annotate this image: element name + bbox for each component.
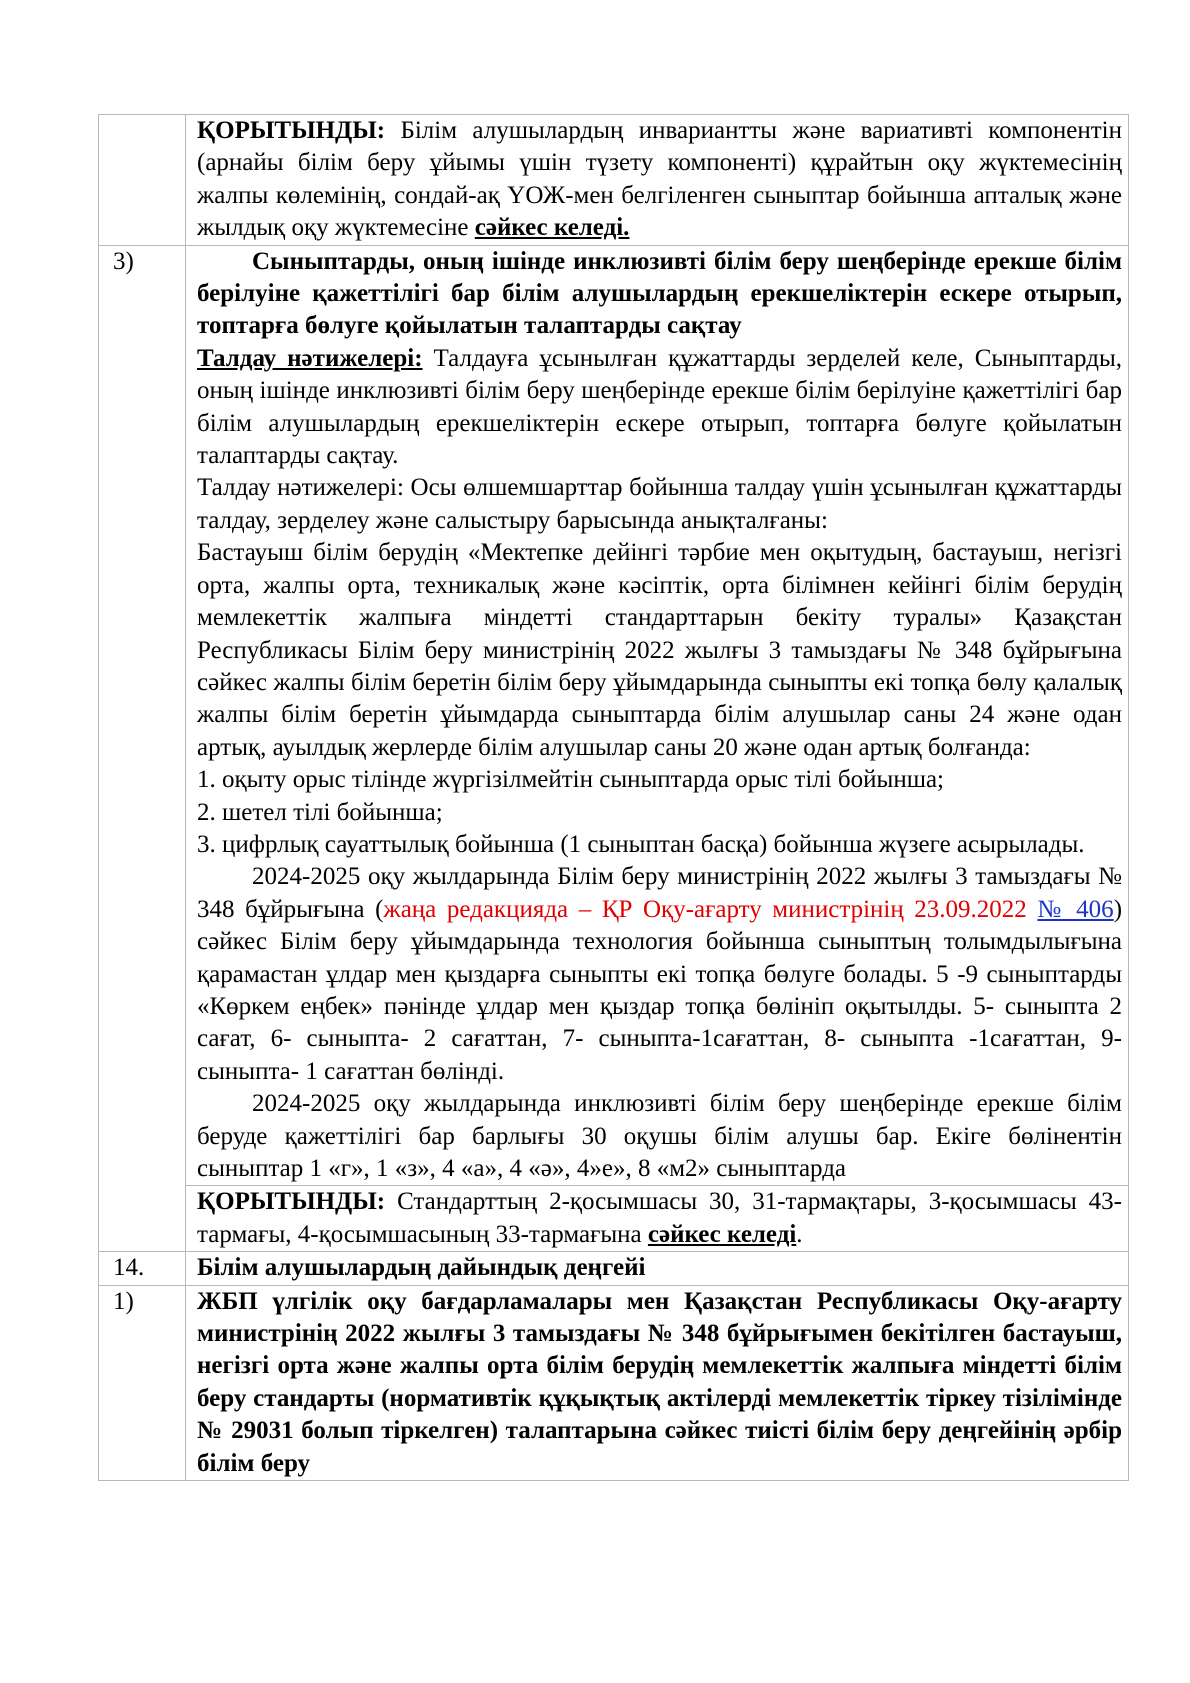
conclusion-block	[186, 1185, 1128, 1251]
inclusive-paragraph: 2024-2025 оқу жылдарында инклюзивті білім беру шеңберінде ерекше білім беруде қажеттілігі бар барлығы 30 оқушы білім алушы бар. Екіге бөлінентін сыныптар 1 «г», 1 «з», 4 «а», 4 «ә», 4»е», 8 «м2» сыныптарда	[197, 1090, 1122, 1182]
section-heading: Сыныптарды, оның ішінде инклюзивті білім беру шеңберінде ерекше білім берілуіне қажеттілігі бар білім алушылардың ерекшеліктерін ескере отырып, топтарға бөлуге қойылатын талаптарды сақтау	[197, 247, 1122, 340]
conclusion-text: Білім алушылардың инвариантты және вариативті компонентін (арнайы білім беру ұйымы үшін түзету компоненті) құрайтын оқу жүктемесінің жалпы көлемінің, сондай-ақ ҮОЖ-мен белгіленген сыныптар бойынша апталық және жылдық оқу жүктемесіне	[197, 117, 1122, 242]
list-item: 3. цифрлық сауаттылық бойынша (1 сыныптан басқа) бойынша жүзеге асырылады.	[197, 830, 1085, 858]
conclusion-paragraph	[197, 115, 1122, 245]
conclusion-label: ҚОРЫТЫНДЫ:	[197, 1188, 386, 1216]
conclusion-paragraph	[197, 1186, 1122, 1251]
row-number: 14.	[99, 1252, 186, 1285]
row-content	[186, 1252, 1129, 1285]
standard-paragraph: Бастауыш білім берудің «Мектепке дейінгі тәрбие мен оқытудың, бастауыш, негізгі орта, жалпы орта, техникалық және кәсіптік, орта білімнен кейінгі білім берудің мемлекеттік жалпыға міндетті стандарттарын бекіту туралы» Қазақстан Республикасы Білім беру министрінің 2022 жылғы 3 тамыздағы № 348 бұйрығына сәйкес жалпы білім беретін білім беру ұйымдарында сыныпты екі топқа бөлу қалалық жалпы білім беретін ұйымдарда сыныптарда білім алушылар саны 24 және одан артық, ауылдық жерлерде білім алушылар саны 20 және одан артық болғанда:	[197, 539, 1122, 761]
list-item: 2. шетел тілі бойынша;	[197, 798, 443, 826]
conclusion-verdict: сәйкес келеді.	[474, 214, 630, 242]
conclusion-label: ҚОРЫТЫНДЫ:	[197, 117, 386, 144]
table-row	[99, 1285, 1129, 1480]
order-link[interactable]: № 406	[1037, 895, 1114, 923]
section-heading: Білім алушылардың дайындық деңгейі	[197, 1254, 646, 1282]
row-content	[186, 115, 1129, 246]
list-item: 1. оқыту орыс тілінде жүргізілмейтін сыныптарда орыс тілі бойынша;	[197, 766, 944, 794]
conclusion-verdict: сәйкес келеді	[647, 1220, 797, 1248]
analysis-label: Талдау нәтижелері:	[197, 344, 423, 372]
row-number	[99, 115, 186, 246]
table-row	[99, 1252, 1129, 1285]
row-content	[186, 1285, 1129, 1480]
table-row	[99, 115, 1129, 246]
red-note: жаңа редакцияда – ҚР Оқу-ағарту министрінің 23.09.2022	[383, 895, 1038, 923]
conclusion-tail: .	[796, 1220, 803, 1248]
row-content	[186, 245, 1129, 1252]
paragraph-text: ) сәйкес Білім беру ұйымдарында технология бойынша сыныптың толымдылығына қарамастан ұлдар мен қыздарға сыныпты екі топқа бөлуге болады. 5 -9 сыныптарды «Көркем еңбек» пәнінде ұлдар мен қыздар топқа бөлініп оқытылды. 5- сыныпта 2 сағат, 6- сыныпта- 2 сағаттан, 7- сыныпта-1сағаттан, 8- сыныпта -1сағаттан, 9-сыныпта- 1 сағаттан бөлінді.	[197, 895, 1123, 1085]
analysis-text: Талдауға ұсынылған құжаттарды зерделей келе, Сыныптарды, оның ішінде инклюзивті білім беру шеңберінде ерекше білім берілуіне қажеттілігі бар білім алушылардың ерекшеліктерін ескере отырып, топтарға бөлуге қойылатын талаптарды сақтау.	[197, 344, 1122, 470]
paragraph-text: 2024-2025 оқу жылдарында Білім беру министрінің 2022 жылғы 3 тамыздағы № 348 бұйрығына (	[197, 863, 1122, 923]
section-heading: ЖБП үлгілік оқу бағдарламалары мен Қазақстан Республикасы Оқу-ағарту министрінің 2022 жылғы 3 тамыздағы № 348 бұйрығымен бекітілген бастауыш, негізгі орта және жалпы орта білім берудің мемлекеттік жалпыға міндетті білім беру стандарты (нормативтік құқықтық актілерді мемлекеттік тіркеу тізілімінде № 29031 болып тіркелген) талаптарына сәйкес тиісті білім беру деңгейінің әрбір білім беру	[197, 1287, 1122, 1477]
row-number: 1)	[99, 1285, 186, 1480]
analysis-paragraph-2: Талдау нәтижелері: Осы өлшемшарттар бойынша талдау үшін ұсынылған құжаттарды талдау, зерделеу және салыстыру барысында анықталғаны:	[197, 474, 1122, 534]
technology-paragraph	[197, 861, 1122, 1088]
conclusion-text: Стандарттың 2-қосымшасы 30, 31-тармақтары, 3-қосымшасы 43-тармағы, 4-қосымшасының 33-тармағына	[197, 1188, 1122, 1248]
table-row	[99, 245, 1129, 1252]
analysis-paragraph	[197, 343, 1122, 473]
row-number: 3)	[99, 245, 186, 1252]
document-table	[98, 114, 1129, 1481]
